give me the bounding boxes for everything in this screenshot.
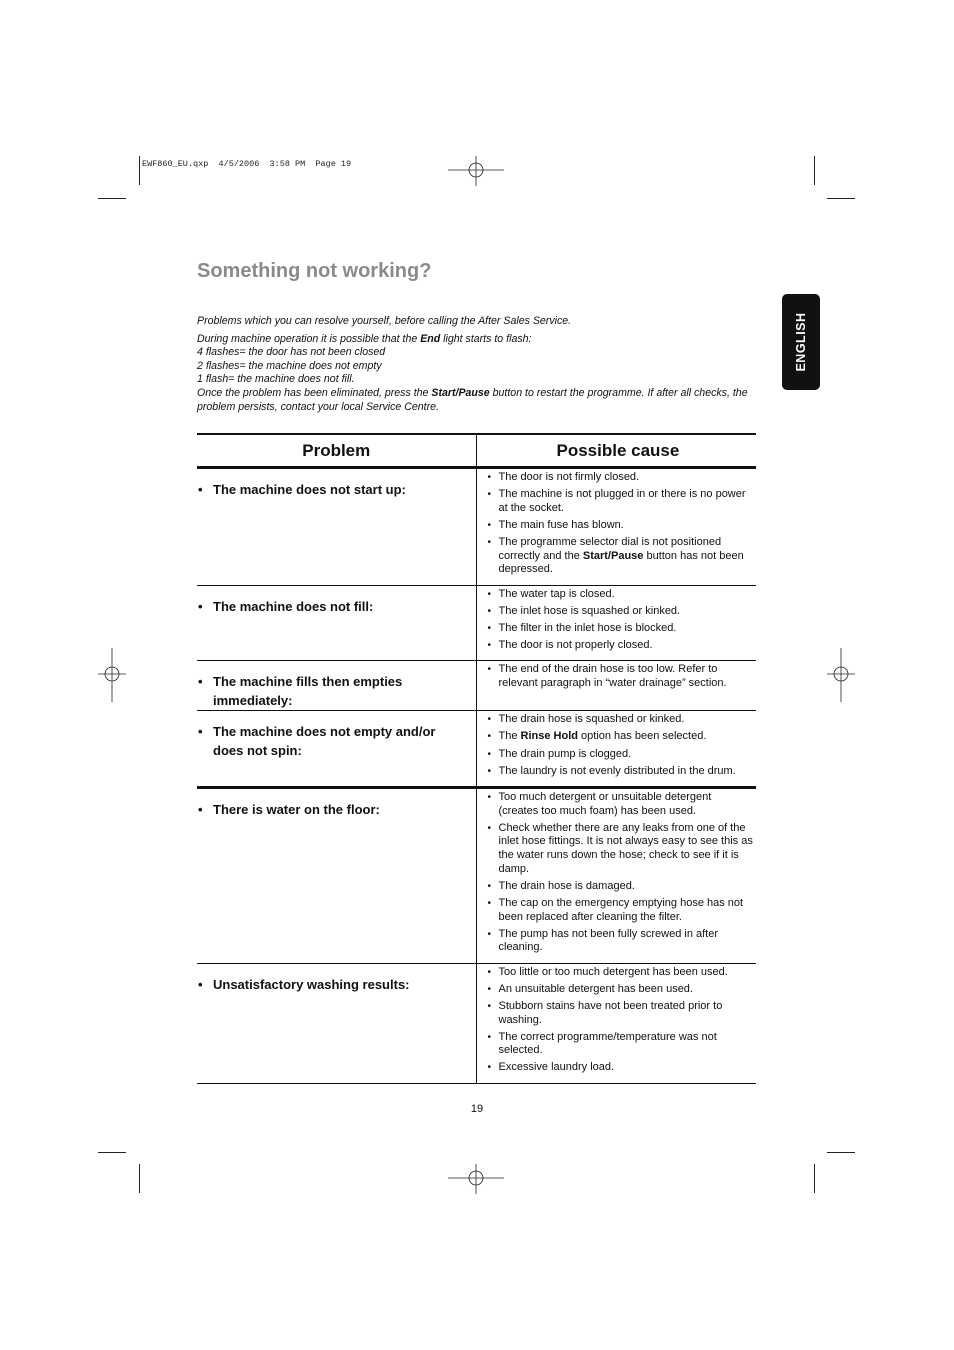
table-row [197,711,756,788]
cause-item: • The filter in the inlet hose is blocked. [487,622,755,636]
column-header-cause: Possible cause [476,434,756,468]
cause-cell [476,661,756,711]
cause-list [487,588,755,653]
cause-item: • The laundry is not evenly distributed in the drum. [487,765,755,779]
cause-item: • The pump has not been fully screwed in after cleaning. [487,928,755,955]
intro-text-part: During machine operation it is possible that the [197,332,421,345]
problem-cell [197,711,476,788]
cause-item [487,730,755,744]
table-row [197,468,756,586]
cause-item: • Too much detergent or unsuitable detergent (creates too much foam) has been used. [487,791,755,818]
table-row [197,788,756,964]
cause-item: • The inlet hose is squashed or kinked. [487,605,755,619]
crop-mark [814,1164,815,1193]
intro-line: Problems which you can resolve yourself, before calling the After Sales Service. [197,315,572,327]
crop-mark [139,1164,140,1193]
crop-mark [139,156,140,185]
cause-cell [476,585,756,661]
cause-item: • The end of the drain hose is too low. Refer to relevant paragraph in “water drainage” section. [487,663,755,690]
language-tab-label: ENGLISH [794,312,808,372]
flash-1: 1 flash= the machine does not fill. [197,373,355,386]
cause-cell [476,711,756,788]
cause-item: • Too little or too much detergent has been used. [487,966,755,980]
flash-4: 4 flashes= the door has not been closed [197,346,386,359]
cause-item: • The door is not properly closed. [487,639,755,653]
table-header-row [197,434,756,468]
crop-mark [98,1152,126,1153]
crop-mark [827,1152,855,1153]
intro-text [197,315,757,414]
cause-item: • Excessive laundry load. [487,1061,755,1075]
cause-text-part: button has not been depressed. [498,549,744,576]
cause-cell [476,963,756,1083]
cause-text-part: The programme selector dial is not positioned correctly and the [498,536,722,562]
crop-mark [827,198,855,199]
troubleshooting-table [197,433,756,1084]
problem-cell [197,585,476,661]
cause-item: • The machine is not plugged in or there is no power at the socket. [487,488,755,515]
registration-mark-icon [448,156,504,186]
cause-item: • The drain hose is squashed or kinked. [487,713,755,727]
problem-text: • The machine does not empty and/or does not spin: [197,722,468,760]
cause-item: • Check whether there are any leaks from one of the inlet hose fittings. It is not always easy to see this as the water runs down the hose; check to see if it is damp. [487,822,755,876]
cause-item: • Stubborn stains have not been treated prior to washing. [487,1000,755,1027]
start-pause-label: Start/Pause [431,386,490,399]
cause-item: • The main fuse has blown. [487,519,755,533]
intro-flash-note [197,333,757,347]
cause-item: • The drain hose is damaged. [487,880,755,894]
crop-mark [814,156,815,185]
page-title: Something not working? [197,260,432,282]
problem-text: • The machine does not fill: [197,597,468,616]
cause-item [487,536,755,577]
table-row [197,585,756,661]
problem-text: • There is water on the floor: [197,800,468,819]
cause-item: • The water tap is closed. [487,588,755,602]
cause-item: • The door is not firmly closed. [487,471,755,485]
problem-text: • Unsatisfactory washing results: [197,975,468,994]
end-light-label: End [420,332,441,345]
cause-item: • The cap on the emergency emptying hose has not been replaced after cleaning the filter. [487,897,755,924]
table-row [197,963,756,1083]
intro-text-part: Once the problem has been eliminated, press the [197,386,432,399]
cause-list [487,791,755,955]
problem-text: • The machine does not start up: [197,480,468,499]
problem-cell [197,788,476,964]
cause-cell [476,468,756,586]
intro-text-part: button to restart the programme. If after all checks, the problem persists, contact your local Service Centre. [197,386,748,413]
language-tab [782,294,820,390]
column-header-problem: Problem [197,434,476,468]
page-number: 19 [470,1103,484,1115]
cause-item: • An unsuitable detergent has been used. [487,983,755,997]
registration-mark-icon [98,648,126,702]
print-slug: EWF860_EU.qxp 4/5/2006 3:58 PM Page 19 [142,159,352,169]
intro-text-part: light starts to flash: [440,332,532,345]
cause-text-part: The [498,730,521,743]
cause-list [487,713,755,778]
flash-2: 2 flashes= the machine does not empty [197,359,382,372]
intro-restart-note [197,387,757,414]
cause-list [487,471,755,577]
cause-list [487,663,755,690]
problem-text: • The machine fills then empties immediately: [197,672,468,710]
cause-text-part: option has been selected. [577,730,707,743]
button-name-label: Rinse Hold [520,730,578,743]
crop-mark [98,198,126,199]
problem-cell [197,468,476,586]
button-name-label: Start/Pause [582,549,644,562]
cause-cell [476,788,756,964]
registration-mark-icon [827,648,855,702]
cause-item: • The correct programme/temperature was not selected. [487,1031,755,1058]
registration-mark-icon [448,1164,504,1194]
problem-cell [197,661,476,711]
cause-item: • The drain pump is clogged. [487,748,755,762]
problem-cell [197,963,476,1083]
cause-list [487,966,755,1076]
table-row [197,661,756,711]
